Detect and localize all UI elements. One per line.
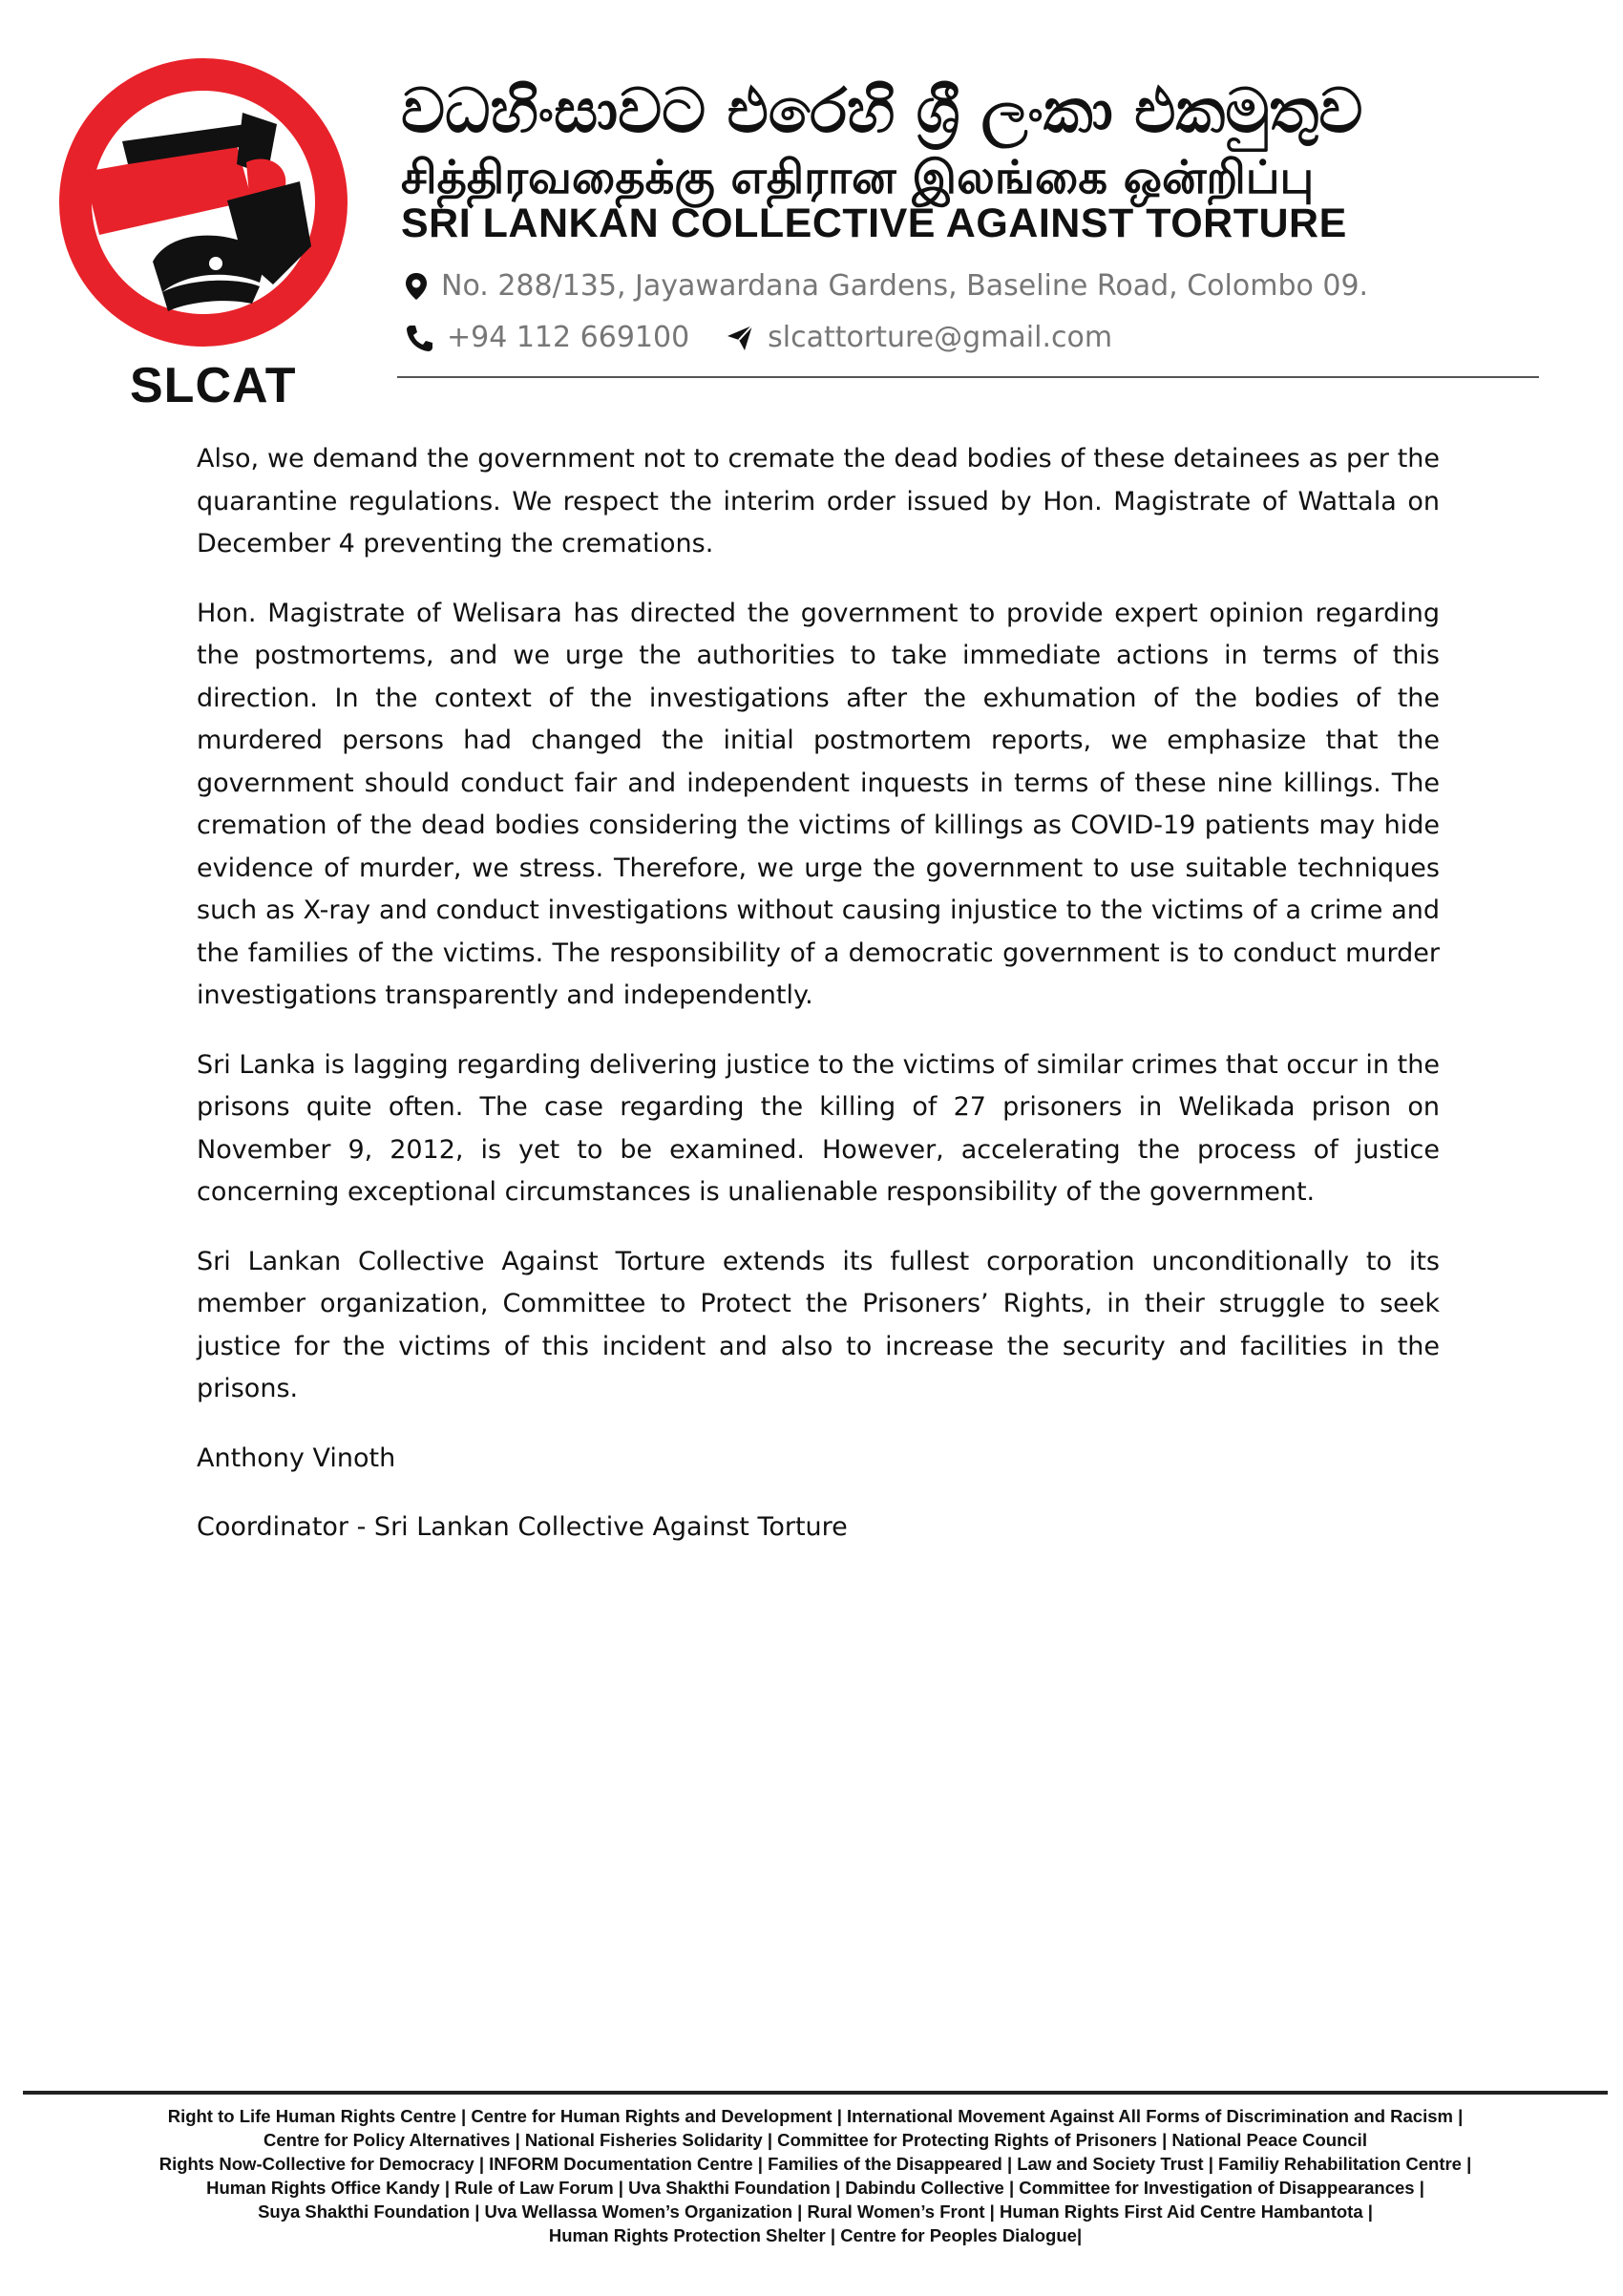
footer-line: Right to Life Human Rights Centre | Centre for Human Rights and Development | International Movement Against All Forms of Discrimination and Racism | (167, 2106, 1464, 2126)
signatory-name: Anthony Vinoth (197, 1443, 396, 1473)
send-icon (726, 324, 754, 352)
footer-line: Centre for Policy Alternatives | National Fisheries Solidarity | Committee for Protecting Rights of Prisoners | National Peace Council (263, 2130, 1367, 2150)
letter-body (197, 438, 1440, 1576)
address-line (405, 269, 1368, 303)
phone-icon (405, 324, 433, 352)
body-paragraph-3: Sri Lanka is lagging regarding delivering justice to the victims of similar crimes that occur in the prisons quite often. The case regarding the killing of 27 prisoners in Welikada prison on November 9, 2012, is yet to be examined. However, accelerating the process of justice concerning exceptional circumstances is unalienable responsibility of the government. (197, 1049, 1440, 1207)
signatory-title: Coordinator - Sri Lankan Collective Against Torture (197, 1512, 848, 1542)
org-title-english: SRI LANKAN COLLECTIVE AGAINST TORTURE (401, 200, 1347, 246)
body-paragraph-4: Sri Lankan Collective Against Torture extends its fullest corporation unconditionally to its member organization, Committee to Protect the Prisoners’ Rights, in their struggle to seek justice for the victims of this incident and also to increase the security and facilities in the prisons. (197, 1246, 1440, 1403)
footer-line: Suya Shakthi Foundation | Uva Wellassa Women’s Organization | Rural Women’s Front | Human Rights First Aid Centre Hambantota | (258, 2201, 1373, 2222)
location-pin-icon (405, 272, 428, 301)
slcat-logo-emblem-icon (55, 57, 351, 353)
address-text: No. 288/135, Jayawardana Gardens, Baseline Road, Colombo 09. (441, 269, 1369, 303)
slcat-logo (55, 57, 351, 420)
org-title-tamil: சித்திரவதைக்கு எதிரான இலங்கை ஒன்றிப்பு (401, 151, 1315, 204)
body-paragraph-2: Hon. Magistrate of Welisara has directed the government to provide expert opinion regarding the postmortems, and we urge the authorities to take immediate actions in terms of this direction. In the context of the investigations after the exhumation of the bodies of the murdered persons had changed the initial postmortem reports, we emphasize that the government should conduct fair and independent inquests in terms of these nine killings. The cremation of the dead bodies considering the victims of killings as COVID-19 patients may hide evidence of murder, we stress. Therefore, we urge the government to use suitable techniques such as X-ray and conduct investigations without causing injustice to the victims of a crime and the families of the victims. The responsibility of a democratic government is to conduct murder investigations transparently and independently. (197, 598, 1440, 1010)
phone-number[interactable]: +94 112 669100 (447, 321, 690, 354)
footer-line: Human Rights Protection Shelter | Centre for Peoples Dialogue| (548, 2225, 1083, 2245)
logo-wordmark: SLCAT (130, 358, 297, 413)
footer-line: Human Rights Office Kandy | Rule of Law Forum | Uva Shakthi Foundation | Dabindu Collective | Committee for Investigation of Disappearances | (206, 2178, 1424, 2198)
footer-divider (23, 2091, 1608, 2095)
header-divider (397, 376, 1539, 378)
org-title-sinhala: වධහිංසාවට එරෙහි ශ්‍රී ලංකා එකමුතුව (401, 76, 1363, 147)
body-paragraph-1: Also, we demand the government not to cremate the dead bodies of these detainees as per the quarantine regulations. We respect the interim order issued by Hon. Magistrate of Wattala on December 4 preventing the cremations. (197, 444, 1440, 558)
contact-line (405, 321, 1112, 354)
footer-line: Rights Now-Collective for Democracy | INFORM Documentation Centre | Families of the Disappeared | Law and Society Trust | Familiy Rehabilitation Centre | (158, 2154, 1472, 2174)
email-link[interactable]: slcattorture@gmail.com (768, 321, 1113, 354)
member-organizations-footer (23, 2104, 1608, 2247)
